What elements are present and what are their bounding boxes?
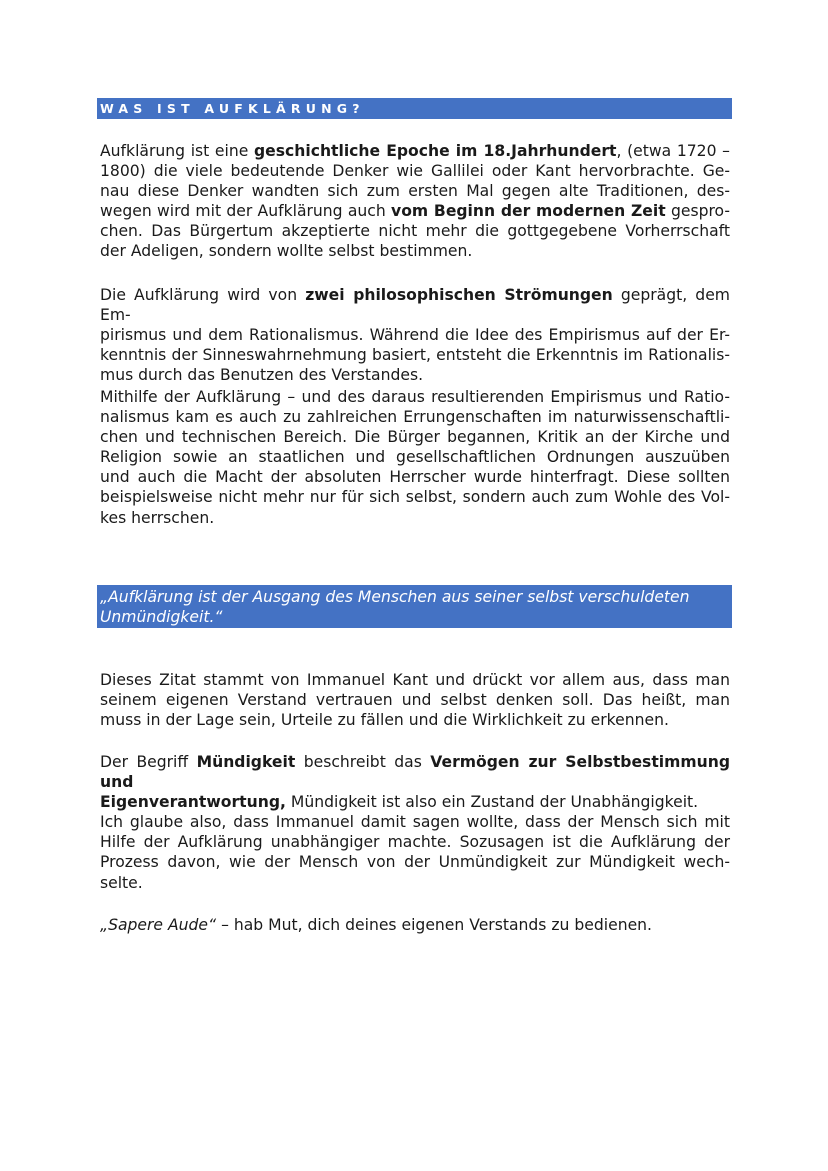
- paragraph-maturity: [100, 752, 730, 893]
- text-line: [100, 752, 730, 792]
- text-line: mus durch das Benutzen des Verstandes.: [100, 366, 424, 385]
- text-line: 1800) die viele bedeutende Denker wie Gallilei oder Kant hervorbrachte. Ge-: [100, 162, 730, 181]
- text-line: nalismus kam es auch zu zahlreichen Errungenschaften im naturwissenschaftli-: [100, 408, 730, 427]
- text-line: chen und technischen Bereich. Die Bürger begannen, Kritik an der Kirche und: [100, 428, 730, 447]
- text-line: Ich glaube also, dass Immanuel damit sagen wollte, dass der Mensch sich mit: [100, 813, 730, 832]
- text-run: – hab Mut, dich deines eigenen Verstands zu bedienen.: [216, 916, 653, 934]
- paragraph-quote-explanation: [100, 670, 730, 730]
- text-line: muss in der Lage sein, Urteile zu fällen und die Wirklichkeit zu erkennen.: [100, 711, 669, 730]
- paragraph-introduction: [100, 141, 730, 262]
- paragraph-philosophical-currents: [100, 285, 730, 385]
- text-line: nau diese Denker wandten sich zum ersten Mal gegen alte Traditionen, des-: [100, 182, 730, 201]
- text-run: geprägt, dem Em-: [100, 286, 730, 325]
- sapere-aude-motto: [100, 915, 730, 935]
- bold-text: vom Beginn der modernen Zeit: [391, 202, 666, 221]
- section-heading: WAS IST AUFKLÄRUNG?: [97, 98, 732, 119]
- text-line: und auch die Macht der absoluten Herrscher wurde hinterfragt. Diese sollten: [100, 468, 730, 487]
- text-line: beispielsweise nicht mehr nur für sich selbst, sondern auch zum Wohle des Vol-: [100, 488, 730, 507]
- text-line: kenntnis der Sinneswahrnehmung basiert, entsteht die Erkenntnis im Rationalis-: [100, 346, 730, 365]
- text-line: seinem eigenen Verstand vertrauen und selbst denken soll. Das heißt, man: [100, 691, 730, 710]
- quote-line: Unmündigkeit.“: [100, 608, 223, 626]
- text-run: beschreibt das: [295, 753, 431, 771]
- text-line: chen. Das Bürgertum akzeptierte nicht mehr die gottgegebene Vorherrschaft: [100, 222, 730, 241]
- bold-text: geschichtliche Epoche im 18.Jahrhundert: [253, 142, 617, 160]
- text-line: Religion sowie an staatlichen und gesellschaftlichen Ordnungen auszuüben: [100, 448, 730, 467]
- text-line: Prozess davon, wie der Mensch von der Unmündigkeit zur Mündigkeit wech-: [100, 853, 730, 872]
- text-run: Der Begriff: [100, 753, 197, 771]
- text-line: [100, 285, 730, 325]
- text-line: kes herrschen.: [100, 508, 215, 527]
- bold-text: Eigenverantwortung,: [100, 793, 286, 812]
- text-line: Dieses Zitat stammt von Immanuel Kant und drückt vor allem aus, dass man: [100, 671, 730, 689]
- text-line: selte.: [100, 873, 143, 892]
- text-run: gespro-: [665, 202, 730, 221]
- text-run: Mündigkeit ist also ein Zustand der Unabhängigkeit.: [285, 793, 699, 812]
- text-run: , (etwa 1720 –: [616, 142, 730, 160]
- text-line: der Adeligen, sondern wollte selbst bestimmen.: [100, 242, 473, 261]
- text-run: wegen wird mit der Aufklärung auch: [100, 202, 392, 221]
- bold-text: zwei philosophischen Strömungen: [305, 286, 613, 304]
- bold-text: Vermögen zur Selbstbestimmung und: [100, 753, 730, 792]
- paragraph-achievements: [100, 387, 730, 528]
- quote-line: „Aufklärung ist der Ausgang des Menschen aus seiner selbst verschuldeten: [100, 588, 690, 606]
- italic-text: „Sapere Aude“: [100, 916, 217, 934]
- text-line: Mithilfe der Aufklärung – und des daraus resultierenden Empirismus und Ratio-: [100, 388, 730, 406]
- text-line: [100, 792, 730, 812]
- text-run: Aufklärung ist eine: [100, 142, 254, 160]
- text-run: Die Aufklärung wird von: [100, 286, 306, 304]
- kant-quote-bar: [97, 585, 732, 628]
- text-line: [100, 201, 730, 221]
- text-line: [100, 915, 730, 935]
- bold-text: Mündigkeit: [196, 753, 296, 771]
- text-line: [100, 141, 730, 161]
- text-line: Hilfe der Aufklärung unabhängiger machte. Sozusagen ist die Aufklärung der: [100, 833, 730, 852]
- text-line: pirismus und dem Rationalismus. Während die Idee des Empirismus auf der Er-: [100, 326, 730, 345]
